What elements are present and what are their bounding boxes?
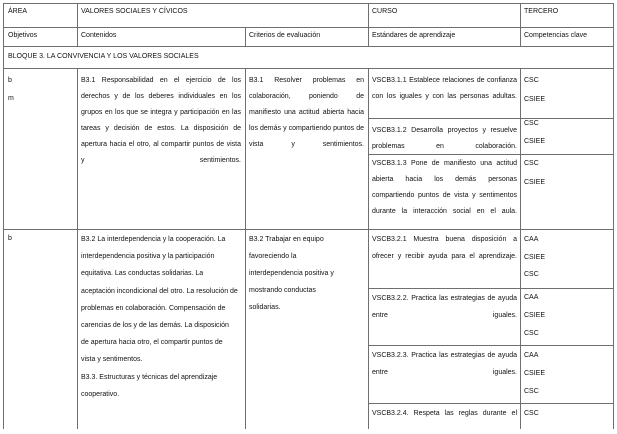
column-header-estandares: Estándares de aprendizaje — [372, 32, 456, 39]
table-divider — [3, 68, 614, 69]
objetivo-item: m — [8, 95, 14, 102]
contenido-text: B3.2 La interdependencia y la cooperación. La interdependencia positiva y la participación equitativa. Las conductas solidarias. La aceptación incondicional del otro. La resolución de problemas en colaboración. Compensación de carencias de los y de las demás. La disposición de apertura hacia otro, el compartir puntos de vista y sentimentos. — [81, 236, 238, 364]
table-divider — [368, 3, 369, 46]
column-header-objetivos: Objetivos — [8, 32, 38, 39]
table-divider — [368, 403, 614, 404]
competencia-item: CSC — [524, 388, 539, 395]
block-title: BLOQUE 3. LA CONVIVENCIA Y LOS VALORES SOCIALES — [8, 53, 199, 60]
competencia-item: CSIEE — [524, 370, 546, 377]
competencia-item: CSIEE — [524, 96, 546, 103]
competencia-item: CSIEE — [524, 312, 546, 319]
standard-text: VSCB3.2.3. Practica las estrategias de ayuda entre iguales. — [372, 352, 517, 376]
standard-text: VSCB3.1.2 Desarrolla proyectos y resuelve problemas en colaboración. — [372, 127, 517, 150]
competencia-item: CSC — [524, 77, 539, 84]
column-header-competencias: Competencias clave — [524, 32, 588, 39]
table-divider — [245, 68, 246, 429]
competencia-item: CSIEE — [524, 138, 546, 145]
table-divider — [368, 345, 614, 346]
table-divider — [3, 46, 614, 47]
criterio-text: B3.2 Trabajar en equipo favoreciendo la interdependencia positiva y mostrando conductas solidarias. — [249, 236, 334, 311]
competencia-item: CAA — [524, 236, 539, 243]
table-border-left — [3, 3, 4, 429]
competencia-item: CSC — [524, 160, 539, 167]
column-header-contenidos: Contenidos — [81, 32, 117, 39]
table-divider — [77, 68, 78, 429]
contenido-text: B3.1 Responsabilidad en el ejercicio de los derechos y de los deberes individuales en los grupos en los que se integra y participación en las tareas y decisión de estos. La disposición de apertura hacia el otro, al compartir puntos de vista y sentimientos. — [81, 77, 241, 164]
competencia-item: CSC — [524, 271, 539, 278]
table-divider — [520, 68, 521, 429]
criterio-text: B3.1 Resolver problemas en colaboración, poniendo de manifiesto una actitud abierta hacia los demás y compartiendo puntos de vista y sentimientos. — [249, 77, 364, 148]
standard-text: VSCB3.2.4. Respeta las reglas durante el — [372, 410, 517, 417]
subject-title: VALORES SOCIALES Y CÍVICOS — [81, 8, 188, 15]
objetivo-item: b — [8, 235, 12, 242]
standard-text: VSCB3.1.3 Pone de manifiesto una actitud abierta hacia los demás personas compartiendo puntos de vista y sentimentos durante la interacción social en el aula. — [372, 160, 517, 215]
table-divider — [368, 118, 614, 119]
table-border-top — [3, 3, 614, 4]
standard-text: VSCB3.2.2. Practica las estrategias de ayuda entre iguales. — [372, 295, 517, 319]
standard-text: VSCB3.2.1 Muestra buena disposición a ofrecer y recibir ayuda para el aprendizaje. — [372, 236, 517, 260]
competencia-item: CSC — [524, 330, 539, 337]
table-divider — [3, 229, 614, 230]
column-header-criterios: Criterios de evaluación — [249, 32, 321, 39]
standard-text: VSCB3.1.1 Establece relaciones de confianza con los iguales y con las personas adultas. — [372, 77, 517, 100]
table-divider — [245, 27, 246, 46]
contenido-text: B3.3. Estructuras y técnicas del aprendizaje cooperativo. — [81, 374, 218, 399]
competencia-item: CSIEE — [524, 179, 546, 186]
competencia-item: CSC — [524, 410, 539, 417]
competencia-item: CSIEE — [524, 254, 546, 261]
area-label: ÁREA — [8, 8, 28, 15]
competencia-item: CSC — [524, 120, 539, 127]
table-divider — [3, 27, 614, 28]
table-divider — [368, 288, 614, 289]
competencia-item: CAA — [524, 294, 539, 301]
table-divider — [77, 3, 78, 46]
competencia-item: CAA — [524, 352, 539, 359]
objetivo-item: b — [8, 77, 12, 84]
table-divider — [368, 68, 369, 429]
curso-label: CURSO — [372, 8, 398, 15]
table-border-right — [613, 3, 614, 429]
course-value: TERCERO — [524, 8, 559, 15]
table-divider — [520, 3, 521, 46]
